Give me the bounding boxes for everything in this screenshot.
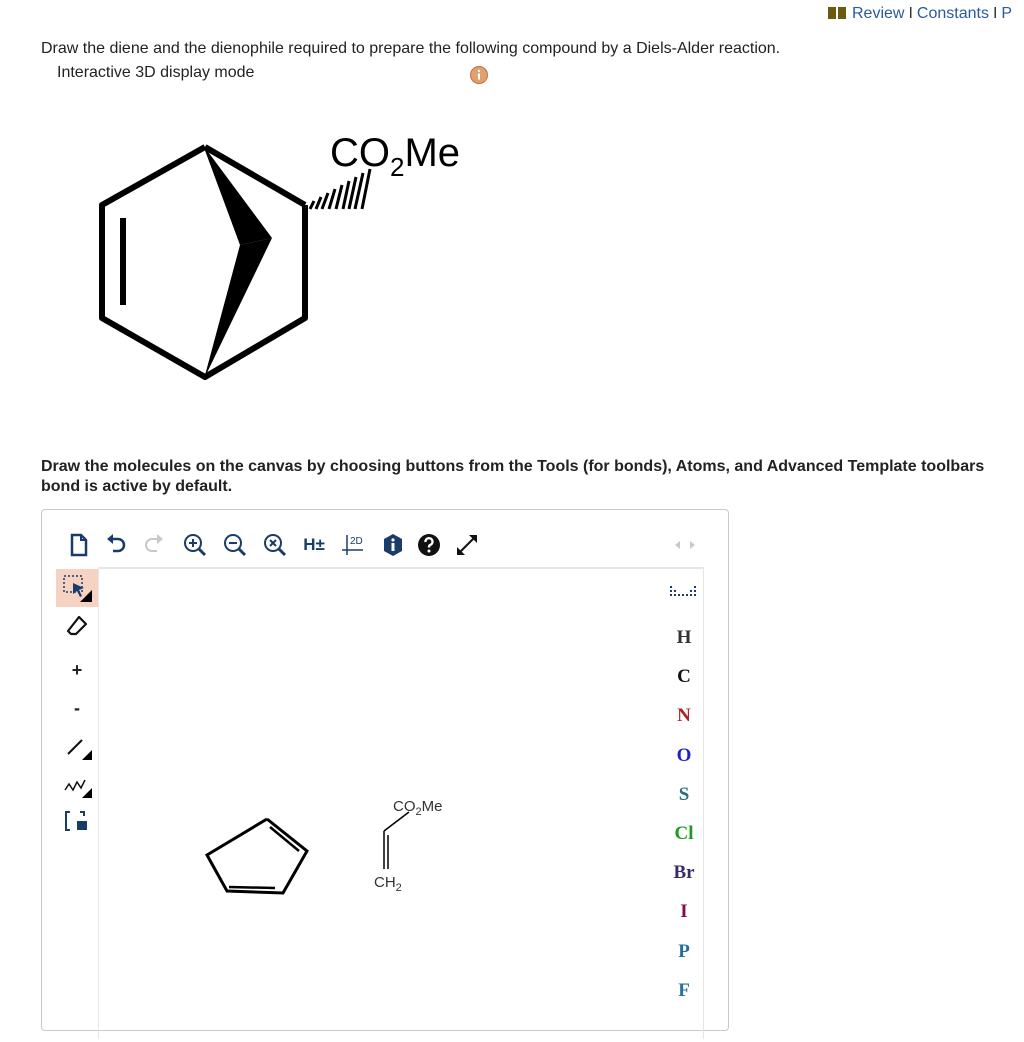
zoom-in-icon[interactable] [178, 525, 212, 565]
ester-group-label: $CO_2Me$ [330, 131, 461, 182]
question-prompt: Draw the diene and the dienophile required to prepare the following compound by a Diels-Alder reaction. [41, 40, 781, 57]
chain-tool[interactable] [56, 765, 98, 803]
atom-button-s[interactable]: S [678, 783, 690, 805]
link-separator: I [992, 5, 998, 22]
constants-link[interactable]: Constants [916, 5, 989, 22]
atom-button-br[interactable]: Br [673, 862, 695, 884]
help-icon[interactable] [412, 525, 446, 565]
methyl-acrylate[interactable] [374, 798, 442, 894]
about-info-icon[interactable] [376, 525, 410, 565]
charge-minus-tool[interactable]: - [74, 697, 80, 718]
instructions-line-1: Draw the molecules on the canvas by choosing buttons from the Tools (for bonds), Atoms, and Advanced Template toolbars [41, 458, 985, 475]
clean-2d-label: 2D [350, 536, 363, 547]
atom-button-p[interactable]: P [678, 940, 690, 962]
book-icon [828, 7, 846, 19]
drawing-instructions [41, 457, 1024, 497]
undo-icon[interactable] [100, 525, 132, 565]
structure-editor [41, 509, 729, 1031]
periodic-table-link[interactable]: P [1001, 5, 1013, 22]
info-icon[interactable] [470, 66, 488, 84]
top-toolbar [56, 525, 706, 565]
link-separator: I [908, 5, 913, 22]
atom-button-c[interactable]: C [677, 666, 691, 688]
clean-2d-button[interactable] [336, 525, 370, 565]
fullscreen-icon[interactable] [450, 525, 484, 565]
zoom-out-icon[interactable] [218, 525, 252, 565]
eraser-icon[interactable] [56, 607, 98, 645]
atoms-toolbar [662, 530, 706, 1030]
atom-button-o[interactable]: O [676, 744, 692, 766]
instructions-line-2: bond is active by default. [41, 478, 233, 495]
select-lasso-tool[interactable] [56, 569, 98, 607]
ch2-label: $CH_2$ [374, 874, 402, 894]
atom-button-n[interactable]: N [677, 705, 691, 727]
review-link[interactable]: Review [852, 5, 905, 22]
top-links [828, 5, 1012, 23]
new-document-icon[interactable] [62, 525, 96, 565]
cyclopentadiene[interactable] [207, 819, 307, 893]
atom-button-cl[interactable]: Cl [674, 823, 694, 844]
redo-icon[interactable] [138, 525, 170, 565]
atom-button-i[interactable]: I [680, 901, 688, 923]
product-structure [90, 120, 510, 390]
single-bond-tool[interactable] [56, 727, 98, 765]
canvas-molecules [99, 569, 703, 1037]
periodic-table-icon[interactable] [662, 574, 706, 610]
zoom-reset-icon[interactable] [258, 525, 292, 565]
atom-button-f[interactable]: F [678, 979, 690, 1001]
drawing-canvas[interactable] [98, 567, 704, 1039]
hydrogen-toggle-button[interactable]: H± [303, 535, 325, 554]
ester-label: $CO_2Me$ [393, 798, 443, 818]
left-toolbar [56, 567, 99, 1037]
atom-button-h[interactable]: H [676, 627, 692, 648]
charge-plus-tool[interactable]: + [71, 659, 83, 680]
display-mode-label[interactable]: Interactive 3D display mode [57, 64, 255, 81]
template-tool-icon[interactable] [56, 803, 98, 841]
